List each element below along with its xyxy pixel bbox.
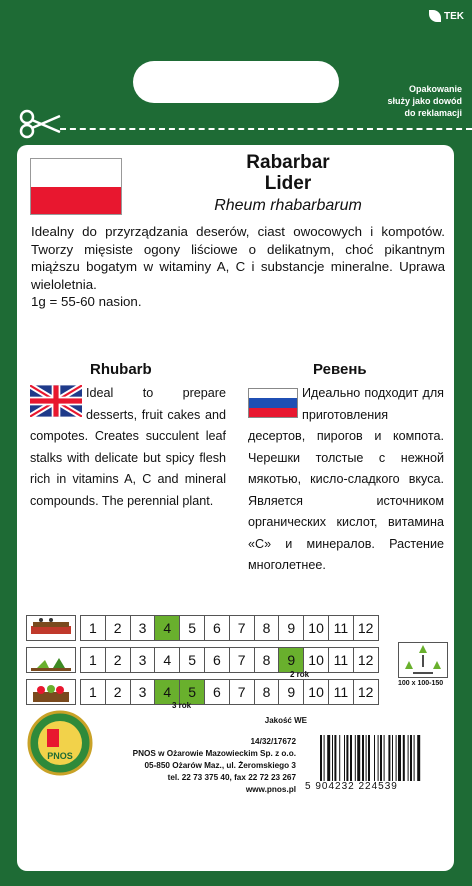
quality-label: Jakość WE: [264, 716, 307, 725]
month-cell: 5: [179, 647, 205, 673]
month-cell: 2: [105, 647, 131, 673]
barcode-bar: [355, 735, 356, 781]
month-cell: 3: [130, 615, 156, 641]
barcode-bar: [362, 735, 364, 781]
month-cell: 10: [303, 647, 329, 673]
calendar-row-sowing: [80, 615, 390, 641]
calendar-row-planting: [80, 647, 390, 673]
barcode-bar: [366, 735, 367, 781]
barcode-bar: [320, 735, 322, 781]
seed-tray-icon: [26, 615, 76, 641]
year-note-harvest: 3 rok: [172, 701, 192, 710]
russian-heading: Ревень: [313, 361, 367, 378]
month-cell: 4: [154, 679, 180, 705]
barcode-bar: [417, 735, 420, 781]
barcode-bar: [332, 735, 333, 781]
month-cell: 1: [80, 679, 106, 705]
harvest-basket-icon: [26, 679, 76, 705]
seedling-icon: [26, 647, 76, 673]
claim-note: Opakowanie służy jako dowód do reklamacji: [387, 84, 462, 118]
month-cell: 11: [328, 615, 354, 641]
month-cell: 4: [154, 615, 180, 641]
month-cell: 5: [179, 615, 205, 641]
barcode-bar: [384, 735, 385, 781]
year-note-planting: 2 rok: [290, 670, 310, 679]
barcode-bar: [378, 735, 379, 781]
month-cell: 7: [229, 615, 255, 641]
calendar-row-harvest: [80, 679, 390, 705]
website-link[interactable]: www.pnos.pl: [245, 785, 296, 794]
month-cell: 11: [328, 647, 354, 673]
month-cell: 8: [254, 647, 280, 673]
month-cell: 12: [353, 679, 379, 705]
plant-spacing-icon: [398, 642, 448, 678]
month-cell: 3: [130, 679, 156, 705]
barcode-bar: [408, 735, 409, 781]
barcode-bar: [368, 735, 370, 781]
polish-flag: [30, 158, 122, 215]
month-cell: 1: [80, 615, 106, 641]
month-cell: 2: [105, 679, 131, 705]
barcode-bar: [410, 735, 412, 781]
polish-description: Idealny do przyrządzania deserów, ciast owocowych i kompotów. Tworzy mięsiste ogony liściowe o delikatnym, choć pikantnym miąższu bogatym w witaminy A, C i substancje mineralne. Uprawa wieloletnia. 1g = 55-60 nasion.: [31, 224, 445, 309]
barcode-bar: [398, 735, 401, 781]
month-cell: 6: [204, 647, 230, 673]
product-title: Rabarbar Lider Rheum rhabarbarum: [188, 152, 388, 216]
month-cell: 12: [353, 615, 379, 641]
month-cell: 12: [353, 647, 379, 673]
barcode-bar: [392, 735, 393, 781]
month-cell: 9: [278, 679, 304, 705]
barcode-bar: [374, 735, 375, 781]
month-cell: 3: [130, 647, 156, 673]
month-cell: 7: [229, 679, 255, 705]
barcode-bar: [396, 735, 397, 781]
cut-line: [60, 128, 472, 130]
russian-description: Идеально подходит для приготовления десертов, пирогов и компота. Черешки толстые с нежной мякотью, кисло-сладкого вкуса. Является источником органических кислот, витамина «С» и минералов. Растение многолетнее.: [248, 386, 444, 572]
month-cell: 5: [179, 679, 205, 705]
month-cell: 4: [154, 647, 180, 673]
month-cell: 9: [278, 647, 304, 673]
barcode-bar: [344, 735, 345, 781]
uk-flag: [30, 385, 82, 417]
barcode-number: 5 904232 224539: [305, 781, 398, 792]
scissors-icon: [18, 103, 62, 143]
barcode-bar: [324, 735, 325, 781]
barcode-bar: [327, 735, 330, 781]
month-cell: 11: [328, 679, 354, 705]
month-cell: 1: [80, 647, 106, 673]
plant-spacing: 100 x 100-150: [398, 680, 444, 687]
producer-info: 14/32/17672 PNOS w Ożarowie Mazowieckim Sp. z o.o. 05-850 Ożarów Maz., ul. Żeromskiego 3 tel. 22 73 375 40, fax 22 72 23 267 www.pnos.pl: [132, 737, 296, 794]
month-cell: 6: [204, 679, 230, 705]
barcode-bar: [380, 735, 382, 781]
barcode-bar: [403, 735, 405, 781]
english-heading: Rhubarb: [90, 361, 152, 378]
barcode-bar: [357, 735, 360, 781]
month-cell: 8: [254, 679, 280, 705]
month-cell: 7: [229, 647, 255, 673]
month-cell: 10: [303, 679, 329, 705]
month-cell: 8: [254, 615, 280, 641]
month-cell: 6: [204, 615, 230, 641]
hang-slot: [133, 61, 339, 103]
barcode-bar: [414, 735, 415, 781]
english-description: Ideal to prepare desserts, fruit cakes and compotes. Creates succulent leaf stalks with delicate but spicy flesh rich in vitamins A, C and mineral compounds. The perennial plant.: [30, 386, 226, 508]
leaf-icon: [429, 10, 441, 22]
barcode-bar: [350, 735, 352, 781]
barcode-bar: [339, 735, 340, 781]
barcode-bar: [334, 735, 336, 781]
barcode-bar: [388, 735, 390, 781]
quality-seal: [27, 707, 93, 779]
latin-name: Rheum rhabarbarum: [214, 197, 362, 214]
barcode-bar: [346, 735, 348, 781]
month-cell: 10: [303, 615, 329, 641]
month-cell: 9: [278, 615, 304, 641]
russian-flag: [248, 388, 298, 418]
seed-count: 1g = 55-60 nasion.: [31, 294, 142, 309]
svg-text:PNOS: PNOS: [47, 751, 73, 761]
month-cell: 2: [105, 615, 131, 641]
brand-mark: TEK: [429, 10, 464, 22]
